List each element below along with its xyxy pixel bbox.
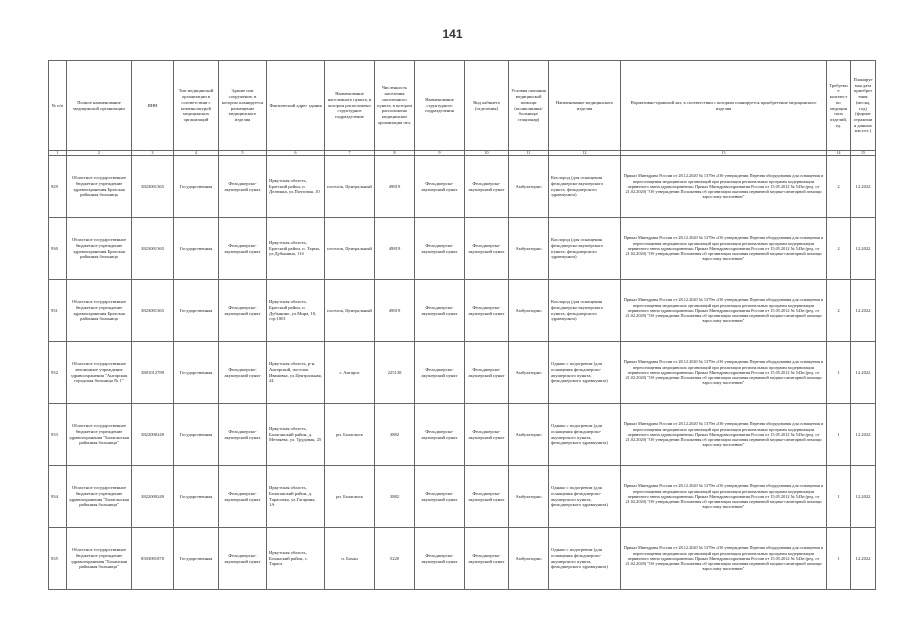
column-header: Вид кабинета (отделения) (465, 61, 509, 151)
table-row (49, 280, 876, 342)
table-cell: 934 (49, 466, 67, 528)
table-cell: Иркутская область, Братский район, п. Дубынино, ул.Мира, 10, стр.1001 (267, 280, 325, 342)
table-cell: Фельдшерско-акушерский пункт (415, 528, 465, 590)
table-cell: 12.2022 (851, 404, 876, 466)
table-cell: рп. Балаганск (325, 466, 375, 528)
table-cell: Однако с подогревом (для оснащения фельдшерско-акушерского пункта, фельдшерского здравпункта) (549, 342, 621, 404)
column-header: Наименование структурного подразделения (415, 61, 465, 151)
table-cell: 12.2022 (851, 156, 876, 218)
column-number: 12 (549, 151, 621, 156)
table-cell: Фельдшерско-акушерский пункт (465, 342, 509, 404)
table-cell: Фельдшерско-акушерский пункт (465, 280, 509, 342)
table-cell: Областное государственное бюджетное учреждение здравоохранения Братская районная больница (67, 156, 132, 218)
table-cell: 3882 (375, 466, 415, 528)
table-cell: 49819 (375, 280, 415, 342)
column-number: 9 (415, 151, 465, 156)
table-cell: Фельдшерско-акушерский пункт (415, 404, 465, 466)
table-cell: 3801012789 (132, 342, 174, 404)
table-cell: Фельдшерско-акушерский пункт (219, 156, 267, 218)
table-cell: Фельдшерско-акушерский пункт (415, 156, 465, 218)
table-cell: 12.2022 (851, 528, 876, 590)
table-cell: Фельдшерско-акушерский пункт (219, 466, 267, 528)
table-row (49, 528, 876, 590)
column-header: Наименование населенного пункта, в котором расположено структурное подразделение (325, 61, 375, 151)
table-cell: Фельдшерско-акушерский пункт (219, 404, 267, 466)
equipment-table (48, 60, 876, 590)
table-cell: Государственная (174, 218, 219, 280)
table-cell: Приказ Минздрава России от 28.12.2020 № 1379н «Об утверждении Перечня оборудования для оснащения и переоснащения медицинских организаций при реализации региональных программ модернизации первичного звена здравоохранения» Приказ Минздравсоцразвития России от 15.05.2012 № 543н (ред. от 21.02.2020) "Об утверждении Положения об организации оказания первичной медико-санитарной помощи взрослому населению" (621, 528, 827, 590)
table-cell: 930 (49, 218, 67, 280)
table-cell: Амбулаторно (509, 528, 549, 590)
column-number: 1 (49, 151, 67, 156)
table-cell: Областное государственное бюджетное учреждение здравоохранения Братская районная больница (67, 280, 132, 342)
table-cell: 3822000249 (132, 404, 174, 466)
column-header: № п/п (49, 61, 67, 151)
table-cell: Амбулаторно (509, 218, 549, 280)
table-cell: Фельдшерско-акушерский пункт (465, 156, 509, 218)
column-number: 6 (267, 151, 325, 156)
table-cell: Фельдшерско-акушерский пункт (219, 280, 267, 342)
table-cell: Иркутская область, р-н. Ангарский, поселок Ивановка, ул.Центральная, 24 (267, 342, 325, 404)
table-cell: 1 (827, 404, 851, 466)
table-row (49, 218, 876, 280)
table-cell: Приказ Минздрава России от 28.12.2020 № 1379н «Об утверждении Перечня оборудования для оснащения и переоснащения медицинских организаций при реализации региональных программ модернизации первичного звена здравоохранения» Приказ Минздравсоцразвития России от 15.05.2012 № 543н (ред. от 21.02.2020) "Об утверждении Положения об организации оказания первичной медико-санитарной помощи взрослому населению" (621, 404, 827, 466)
table-cell: 225138 (375, 342, 415, 404)
table-cell: Государственная (174, 342, 219, 404)
table-cell: Фельдшерско-акушерский пункт (465, 466, 509, 528)
column-header: Численность населения населенного пункта, в котором расположено медицинское организация чел. (375, 61, 415, 151)
table-cell: поселок, Центральный (325, 280, 375, 342)
table-cell: Амбулаторно (509, 280, 549, 342)
table-cell: 12.2022 (851, 280, 876, 342)
table-row (49, 466, 876, 528)
column-header: Условия оказания медицинской помощи (поликлиника/больница/стационар) (509, 61, 549, 151)
column-number: 10 (465, 151, 509, 156)
column-header: Здание или сооружение, в котором планируется размещение медицинского изделия (219, 61, 267, 151)
table-cell: Амбулаторно (509, 404, 549, 466)
table-cell: 1 (827, 466, 851, 528)
table-cell: 3823001365 (132, 280, 174, 342)
table-cell: Областное государственное бюджетное учреждение здравоохранения Братская районная больница (67, 218, 132, 280)
table-cell: 2 (827, 218, 851, 280)
table-cell: 12.2022 (851, 466, 876, 528)
table-row (49, 404, 876, 466)
table-cell: Фельдшерско-акушерский пункт (465, 218, 509, 280)
column-header: ИНН (132, 61, 174, 151)
table-cell: Фельдшерско-акушерский пункт (219, 528, 267, 590)
table-cell: Государственная (174, 280, 219, 342)
column-header: Фактический адрес здания (267, 61, 325, 151)
table-cell: Приказ Минздрава России от 28.12.2020 № 1379н «Об утверждении Перечня оборудования для оснащения и переоснащения медицинских организаций при реализации региональных программ модернизации первичного звена здравоохранения» Приказ Минздравсоцразвития России от 15.05.2012 № 543н (ред. от 21.02.2020) "Об утверждении Положения об организации оказания первичной медико-санитарной помощи взрослому населению" (621, 466, 827, 528)
table-cell: Областное государственное бюджетное учреждение здравоохранения "Балаганская районная больница" (67, 404, 132, 466)
table-cell: 1 (827, 528, 851, 590)
table-cell: 931 (49, 280, 67, 342)
column-header: Наименование медицинского изделия (549, 61, 621, 151)
table-cell: 5220 (375, 528, 415, 590)
column-header: Полное наименование медицинской организации (67, 61, 132, 151)
column-number: 13 (621, 151, 827, 156)
table-cell: Однако с подогревом (для оснащения фельдшерско-акушерского пункта, фельдшерского здравпункта) (549, 466, 621, 528)
table-cell: 2 (827, 156, 851, 218)
column-number: 7 (325, 151, 375, 156)
table-cell: 935 (49, 528, 67, 590)
table-cell: 3823001365 (132, 218, 174, 280)
table-header-row (49, 61, 876, 151)
column-number: 4 (174, 151, 219, 156)
table-cell: Амбулаторно (509, 156, 549, 218)
column-number: 15 (851, 151, 876, 156)
table-cell: 8503001870 (132, 528, 174, 590)
column-header: Тип медицинской организации в соответствии с номенклатурой медицинских организаций (174, 61, 219, 151)
table-cell: г. Ангарск (325, 342, 375, 404)
table-cell: 49819 (375, 156, 415, 218)
table-cell: 3822000249 (132, 466, 174, 528)
column-number: 8 (375, 151, 415, 156)
table-cell: Государственная (174, 156, 219, 218)
table-row (49, 156, 876, 218)
table-cell: 929 (49, 156, 67, 218)
table-cell: 2 (827, 280, 851, 342)
column-number: 2 (67, 151, 132, 156)
column-number: 3 (132, 151, 174, 156)
table-cell: Фельдшерско-акушерский пункт (415, 280, 465, 342)
table-cell: Иркутская область, Братский район, п. Делюнка, ул.Почтовая, 10 (267, 156, 325, 218)
table-cell: Кислород (для оснащения фельдшерско-акушерского пункта, фельдшерского здравпункта) (549, 218, 621, 280)
table-cell: Областное государственное автономное учреждение здравоохранения "Ангарская городская больница № 1" (67, 342, 132, 404)
table-cell: Фельдшерско-акушерский пункт (415, 218, 465, 280)
table-cell: Областное государственное бюджетное учреждение здравоохранения "Балаганская районная больница" (67, 466, 132, 528)
table-cell: 1 (827, 342, 851, 404)
table-cell: Фельдшерско-акушерский пункт (465, 528, 509, 590)
column-number: 11 (509, 151, 549, 156)
table-cell: рп. Балаганск (325, 404, 375, 466)
table-cell: Иркутская область, Балаганский район, д. Метляева, ул. Трудовая, 25 (267, 404, 325, 466)
table-cell: Фельдшерско-акушерский пункт (219, 342, 267, 404)
page-number: 141 (442, 27, 463, 41)
table-body (49, 156, 876, 590)
table-cell: 12.2022 (851, 342, 876, 404)
table-cell: 12.2022 (851, 218, 876, 280)
column-number: 14 (827, 151, 851, 156)
table-cell: 932 (49, 342, 67, 404)
table-cell: Фельдшерско-акушерский пункт (465, 404, 509, 466)
table-cell: Государственная (174, 404, 219, 466)
table-cell: Амбулаторно (509, 466, 549, 528)
table-cell: Приказ Минздрава России от 28.12.2020 № 1379н «Об утверждении Перечня оборудования для оснащения и переоснащения медицинских организаций при реализации региональных программ модернизации первичного звена здравоохранения» Приказ Минздравсоцразвития России от 15.05.2012 № 543н (ред. от 21.02.2020) "Об утверждении Положения об организации оказания первичной медико-санитарной помощи взрослому населению" (621, 342, 827, 404)
column-header: Нормативно-правовой акт, в соответствии с которым планируется приобретение медицинского изделия (621, 61, 827, 151)
table-cell: Приказ Минздрава России от 28.12.2020 № 1379н «Об утверждении Перечня оборудования для оснащения и переоснащения медицинских организаций при реализации региональных программ модернизации первичного звена здравоохранения» Приказ Минздравсоцразвития России от 15.05.2012 № 543н (ред. от 21.02.2020) "Об утверждении Положения об организации оказания первичной медико-санитарной помощи взрослому населению" (621, 156, 827, 218)
column-number: 5 (219, 151, 267, 156)
table-cell: 933 (49, 404, 67, 466)
table-cell: п. Бохан (325, 528, 375, 590)
table-cell: Иркутская область, Братский район, п. Тарма, ул.Дубынина, 11б (267, 218, 325, 280)
table-cell: Фельдшерско-акушерский пункт (415, 342, 465, 404)
table-cell: Областное государственное бюджетное учреждение здравоохранения "Боханская районная больница" (67, 528, 132, 590)
table-cell: Государственная (174, 466, 219, 528)
table-cell: поселок, Центральный (325, 156, 375, 218)
table-cell: 49819 (375, 218, 415, 280)
table-cell: Приказ Минздрава России от 28.12.2020 № 1379н «Об утверждении Перечня оборудования для оснащения и переоснащения медицинских организаций при реализации региональных программ модернизации первичного звена здравоохранения» Приказ Минздравсоцразвития России от 15.05.2012 № 543н (ред. от 21.02.2020) "Об утверждении Положения об организации оказания первичной медико-санитарной помощи взрослому населению" (621, 280, 827, 342)
table-cell: Однако с подогревом (для оснащения фельдшерско-акушерского пункта, фельдшерского здравпункта) (549, 528, 621, 590)
table-cell: Государственная (174, 528, 219, 590)
table-cell: Однако с подогревом (для оснащения фельдшерско-акушерского пункта, фельдшерского здравпункта) (549, 404, 621, 466)
column-header: Планируемая дата приобретения (месяц, год) (формат отражения данных мм.гггг.) (851, 61, 876, 151)
table-cell: Иркутская область, Балаганский район, д. Тарасовка, ул.Гагарина, 1А (267, 466, 325, 528)
table-cell: 3823001365 (132, 156, 174, 218)
table-cell: Амбулаторно (509, 342, 549, 404)
table-cell: 3882 (375, 404, 415, 466)
table-cell: Приказ Минздрава России от 28.12.2020 № 1379н «Об утверждении Перечня оборудования для оснащения и переоснащения медицинских организаций при реализации региональных программ модернизации первичного звена здравоохранения» Приказ Минздравсоцразвития России от 15.05.2012 № 543н (ред. от 21.02.2020) "Об утверждении Положения об организации оказания первичной медико-санитарной помощи взрослому населению" (621, 218, 827, 280)
table-cell: Кислород (для оснащения фельдшерско-акушерского пункта, фельдшерского здравпункта) (549, 280, 621, 342)
table-cell: Фельдшерско-акушерский пункт (219, 218, 267, 280)
column-header: Требуемое количество медицинских изделий, ед. (827, 61, 851, 151)
table-cell: Фельдшерско-акушерский пункт (415, 466, 465, 528)
table-cell: Иркутская область, Боханский район, с. Тараса (267, 528, 325, 590)
table-row (49, 342, 876, 404)
table-cell: Кислород (для оснащения фельдшерско-акушерского пункта, фельдшерского здравпункта) (549, 156, 621, 218)
table-cell: поселок, Центральный (325, 218, 375, 280)
